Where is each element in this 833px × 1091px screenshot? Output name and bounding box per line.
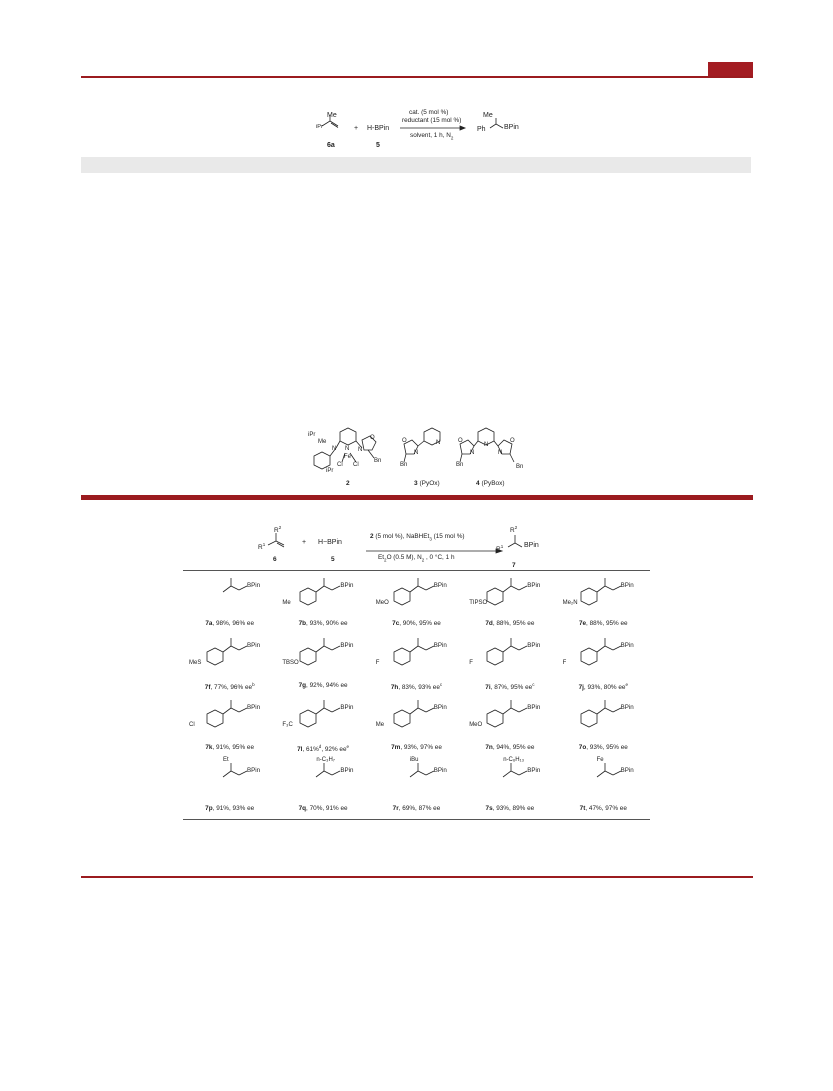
- scheme2-label-7: 7: [512, 562, 516, 569]
- product-cell-7e: [557, 572, 650, 630]
- product-label-7g: [276, 682, 369, 689]
- compound-number: 7n: [485, 744, 493, 751]
- cat3-n1: N: [414, 450, 419, 456]
- substituent-7e: Me₂N: [562, 600, 578, 606]
- mid-rule: [81, 495, 753, 500]
- footnote-mark: c: [532, 682, 535, 687]
- cat3-o: O: [402, 438, 407, 444]
- product-cell-7d: [463, 572, 556, 630]
- bpin-7a: BPin: [247, 582, 261, 589]
- structure-7q: [276, 757, 369, 801]
- substituent-7q: n-C₃H₇: [316, 757, 335, 763]
- substituent-7r: iBu: [409, 757, 419, 763]
- scheme2-r2: [274, 525, 281, 534]
- cat3-label: [414, 480, 440, 487]
- structure-7i: [463, 632, 556, 676]
- scheme2-cond-bottom-end: O (0.5 M), N: [386, 554, 422, 561]
- cat2-o: O: [370, 435, 375, 441]
- substituent-7k: Cl: [189, 722, 195, 728]
- bpin-7s: BPin: [527, 767, 541, 774]
- scheme2-product-r2-text: R: [510, 527, 515, 535]
- compound-number: 7d: [485, 620, 493, 627]
- cat2-label: 2: [346, 480, 350, 487]
- product-cell-7i: [463, 632, 556, 690]
- cat4-name: (PyBox): [481, 480, 505, 487]
- product-label-7s: [463, 805, 556, 812]
- scheme2-product-r1-text: R: [496, 546, 501, 554]
- cat4-o1: O: [458, 438, 463, 444]
- scheme2-reagent: H−BPin: [318, 539, 342, 546]
- product-cell-7a: [183, 572, 276, 630]
- compound-number: 7o: [578, 744, 587, 751]
- scheme2-cond-top-sub: 3: [429, 536, 432, 542]
- plus-sign: +: [354, 125, 359, 132]
- substituent-7l: F₃C: [282, 722, 293, 728]
- product-me: Me: [483, 112, 493, 119]
- yield-ee: , 93%, 80% ee: [583, 684, 626, 692]
- structure-7l: [276, 694, 369, 738]
- structure-7r: [370, 757, 463, 801]
- scheme2-cond-bottom: [378, 554, 455, 562]
- compound-number: 7b: [298, 620, 307, 627]
- bpin-7m: BPin: [433, 704, 447, 711]
- yield-ee: , 90%, 95% ee: [399, 620, 441, 627]
- product-cell-7b: [276, 572, 369, 630]
- yield-ee-cont: , 92% ee: [321, 746, 347, 754]
- product-label-7f: [183, 682, 276, 691]
- yield-ee: , 94%, 95% ee: [492, 744, 535, 751]
- product-cell-7q: [276, 757, 369, 815]
- bpin-7g: BPin: [340, 642, 354, 649]
- reagent: H-BPin: [367, 125, 390, 132]
- product-cell-7j: [557, 632, 650, 690]
- product-cell-7s: [463, 757, 556, 815]
- bpin-7c: BPin: [433, 582, 447, 589]
- compound-number: 7i: [485, 684, 491, 692]
- compound-number: 7s: [485, 805, 493, 812]
- structure-7d: [463, 572, 556, 616]
- product-label-7a: [183, 620, 276, 627]
- product-label-7c: [370, 620, 463, 627]
- conditions-bottom: [410, 132, 453, 140]
- cat4-n1: N: [470, 450, 475, 456]
- compound-number: 7l: [297, 746, 303, 754]
- cat4-label: [476, 480, 505, 487]
- yield-ee: , 91%, 95% ee: [212, 744, 255, 751]
- yield-ee: , 61%: [302, 746, 319, 754]
- cat4-o2: O: [510, 438, 515, 444]
- bottom-rule: [81, 876, 753, 878]
- substituent-7b: Me: [282, 600, 291, 606]
- substituent-7j: F: [562, 660, 567, 666]
- bpin-7d: BPin: [527, 582, 541, 589]
- table-header-band: [81, 157, 751, 173]
- structure-7g: [276, 632, 369, 676]
- scheme2-r2-text: R: [274, 527, 279, 535]
- substituent-7h: F: [375, 660, 380, 666]
- cat3-bn: Bn: [400, 462, 408, 468]
- scheme-2: [256, 525, 586, 570]
- scheme2-product-r1-sup: 1: [500, 544, 504, 549]
- footnote-mark: b: [252, 682, 255, 687]
- structure-7e: [557, 572, 650, 616]
- substituent-7f: MeS: [189, 660, 202, 666]
- bpin-7e: BPin: [620, 582, 634, 589]
- cat2-n3: N: [358, 447, 363, 453]
- scheme2-label-6: 6: [273, 556, 277, 563]
- product-cell-7r: [370, 757, 463, 815]
- scheme2-product-bpin: BPin: [524, 542, 539, 549]
- substituent-7m: Me: [375, 722, 385, 728]
- yield-ee: , 87%, 95% ee: [490, 684, 533, 692]
- product-label-7q: [276, 805, 369, 812]
- compound-number: 7c: [392, 620, 400, 627]
- cat2-cl2: Cl: [353, 462, 359, 468]
- structure-7b: [276, 572, 369, 616]
- yield-ee: , 93%, 95% ee: [586, 744, 628, 751]
- product-label-7k: [183, 744, 276, 751]
- substituent-7p: Et: [223, 757, 229, 763]
- bpin-7o: BPin: [620, 704, 634, 711]
- cat2-fe: Fe: [344, 454, 352, 460]
- compound-number: 7f: [204, 684, 211, 692]
- product-label-7p: [183, 805, 276, 812]
- scheme2-product-r2-sup: 2: [514, 525, 518, 530]
- bpin-7p: BPin: [247, 767, 261, 774]
- scheme2-cond-top-text: (5 mol %), NaBHEt: [373, 533, 430, 540]
- bpin-7n: BPin: [527, 704, 541, 711]
- substrate-me: Me: [327, 112, 337, 119]
- reagent-label: 5: [376, 142, 380, 149]
- cat2-cl1: Cl: [337, 462, 343, 468]
- cat2-n1: N: [332, 446, 337, 452]
- yield-ee: , 70%, 91% ee: [306, 805, 348, 812]
- structure-7t: [557, 757, 650, 801]
- substituent-7t: Fe: [596, 757, 604, 763]
- structure-7p: [183, 757, 276, 801]
- scheme2-cond-top: [370, 533, 465, 541]
- conditions-bottom-text: solvent, 1 h, N: [410, 132, 451, 139]
- structure-7s: [463, 757, 556, 801]
- scheme-1: [300, 108, 540, 152]
- product-cell-7p: [183, 757, 276, 815]
- cat2-me: Me: [318, 439, 327, 445]
- compound-number: 7a: [205, 620, 213, 627]
- substrate-label: 6a: [327, 142, 335, 149]
- product-cell-7m: [370, 694, 463, 752]
- product-label-7l: [276, 744, 369, 753]
- scheme2-cond-bottom-sub: 2: [384, 557, 387, 563]
- structure-7h: [370, 632, 463, 676]
- footnote-mark-2: e: [346, 744, 350, 749]
- yield-ee: , 88%, 95% ee: [492, 620, 535, 627]
- bpin-7r: BPin: [433, 767, 447, 774]
- product-label-7t: [557, 805, 650, 812]
- product-label-7n: [463, 744, 556, 751]
- substituent-7c: MeO: [375, 600, 389, 606]
- yield-ee: , 98%, 96% ee: [212, 620, 255, 627]
- footnote-mark: d: [318, 744, 322, 749]
- compound-number: 7p: [205, 805, 213, 812]
- cat3-n2: N: [436, 440, 441, 446]
- structure-7j: [557, 632, 650, 676]
- yield-ee: , 77%, 96% ee: [210, 684, 253, 692]
- bpin-7q: BPin: [340, 767, 354, 774]
- compound-number: 7t: [579, 805, 586, 812]
- scheme2-r1: [258, 542, 265, 551]
- cat3-name: (PyOx): [419, 480, 440, 487]
- product-label-7i: [463, 682, 556, 691]
- scheme2-cond-bottom-text: Et: [378, 554, 385, 561]
- product-label-7b: [276, 620, 369, 627]
- substrate-ipr: iPr: [316, 124, 323, 130]
- bpin-7f: BPin: [247, 642, 261, 649]
- compound-number: 7m: [391, 744, 401, 751]
- scheme2-r2-sup: 2: [278, 525, 282, 530]
- cat4-n3: N: [498, 450, 503, 456]
- scheme2-cond-bottom-sub2: 2: [421, 557, 425, 563]
- structure-7k: [183, 694, 276, 738]
- yield-ee: , 92%, 94% ee: [306, 682, 348, 689]
- substituent-7n: MeO: [469, 722, 483, 728]
- product-label-7r: [370, 805, 463, 812]
- compound-number: 7h: [390, 684, 399, 692]
- bpin-7j: BPin: [620, 642, 634, 649]
- compound-number: 7g: [298, 682, 307, 689]
- yield-ee: , 83%, 93% ee: [398, 684, 440, 692]
- substituent-7g: TBSO: [282, 660, 299, 666]
- yield-ee: , 88%, 95% ee: [586, 620, 628, 627]
- bpin-7h: BPin: [433, 642, 447, 649]
- compound-number: 7q: [298, 805, 307, 812]
- yield-ee: , 91%, 93% ee: [212, 805, 255, 812]
- yield-ee: , 93%, 89% ee: [492, 805, 535, 812]
- cat2-n2: N: [345, 446, 350, 452]
- scheme2-product-r1: [496, 544, 503, 553]
- substituent-7s: n-C₆H₁₃: [503, 757, 525, 763]
- cat4-bn1: Bn: [456, 462, 464, 468]
- compound-number: 7k: [205, 744, 213, 751]
- substrate-scope-grid: [183, 572, 650, 818]
- top-rule: [81, 76, 753, 78]
- scheme2-cond-top-end: (15 mol %): [431, 533, 465, 540]
- scheme2-cond-cat: 2: [370, 533, 374, 540]
- yield-ee: , 93%, 97% ee: [400, 744, 442, 751]
- conditions-top-1: cat. (5 mol %): [409, 109, 449, 116]
- product-label-7h: [370, 682, 463, 691]
- bpin-7b: BPin: [340, 582, 354, 589]
- product-cell-7g: [276, 632, 369, 690]
- product-label-7j: [557, 682, 650, 691]
- product-label-7m: [370, 744, 463, 751]
- bpin-7l: BPin: [340, 704, 354, 711]
- product-cell-7l: [276, 694, 369, 752]
- footnote-mark: e: [625, 682, 628, 687]
- scheme2-label-5: 5: [331, 556, 335, 563]
- substituent-7d: TIPSO: [469, 600, 488, 606]
- yield-ee: , 93%, 90% ee: [306, 620, 348, 627]
- scope-top-rule: [183, 570, 650, 571]
- scheme2-product-r2: [510, 525, 517, 534]
- product-label-7o: [557, 744, 650, 751]
- header-tab: [708, 62, 753, 76]
- compound-number: 7e: [578, 620, 587, 627]
- product-cell-7o: [557, 694, 650, 752]
- yield-ee: , 47%, 97% ee: [585, 805, 627, 812]
- product-label-7d: [463, 620, 556, 627]
- structure-7m: [370, 694, 463, 738]
- bpin-7i: BPin: [527, 642, 541, 649]
- compound-number: 7j: [578, 684, 584, 692]
- yield-ee: , 69%, 87% ee: [398, 805, 441, 812]
- conditions-bottom-sub: 2: [450, 135, 454, 141]
- product-bpin: BPin: [504, 124, 519, 131]
- product-cell-7h: [370, 632, 463, 690]
- scheme2-cond-bottom-tail: , 0 °C, 1 h: [424, 554, 455, 561]
- catalyst-structures: [300, 420, 540, 492]
- product-ph: Ph: [477, 126, 486, 133]
- cat2-bn: Bn: [374, 458, 382, 464]
- structure-7c: [370, 572, 463, 616]
- product-cell-7f: [183, 632, 276, 690]
- product-cell-7c: [370, 572, 463, 630]
- structure-7o: [557, 694, 650, 738]
- structure-7n: [463, 694, 556, 738]
- bpin-7k: BPin: [247, 704, 261, 711]
- product-cell-7n: [463, 694, 556, 752]
- cat4-n2: N: [484, 442, 489, 448]
- scheme2-r1-text: R: [258, 544, 263, 552]
- cat2-ipr-top: iPr: [308, 432, 316, 438]
- conditions-top-2: reductant (15 mol %): [402, 117, 462, 124]
- cat2-ipr-bottom: iPr: [326, 468, 334, 474]
- bpin-7t: BPin: [620, 767, 634, 774]
- product-cell-7t: [557, 757, 650, 815]
- scope-bottom-rule: [183, 819, 650, 820]
- cat4-number: 4: [476, 480, 480, 487]
- cat3-number: 3: [414, 480, 418, 487]
- cat4-bn2: Bn: [516, 464, 524, 470]
- structure-7f: [183, 632, 276, 676]
- scheme2-plus: +: [302, 539, 307, 546]
- product-label-7e: [557, 620, 650, 627]
- scheme2-r1-sup: 1: [262, 542, 266, 547]
- substituent-7i: F: [469, 660, 473, 666]
- structure-7a: [183, 572, 276, 616]
- compound-number: 7r: [392, 805, 399, 812]
- product-cell-7k: [183, 694, 276, 752]
- footnote-mark: c: [439, 682, 443, 687]
